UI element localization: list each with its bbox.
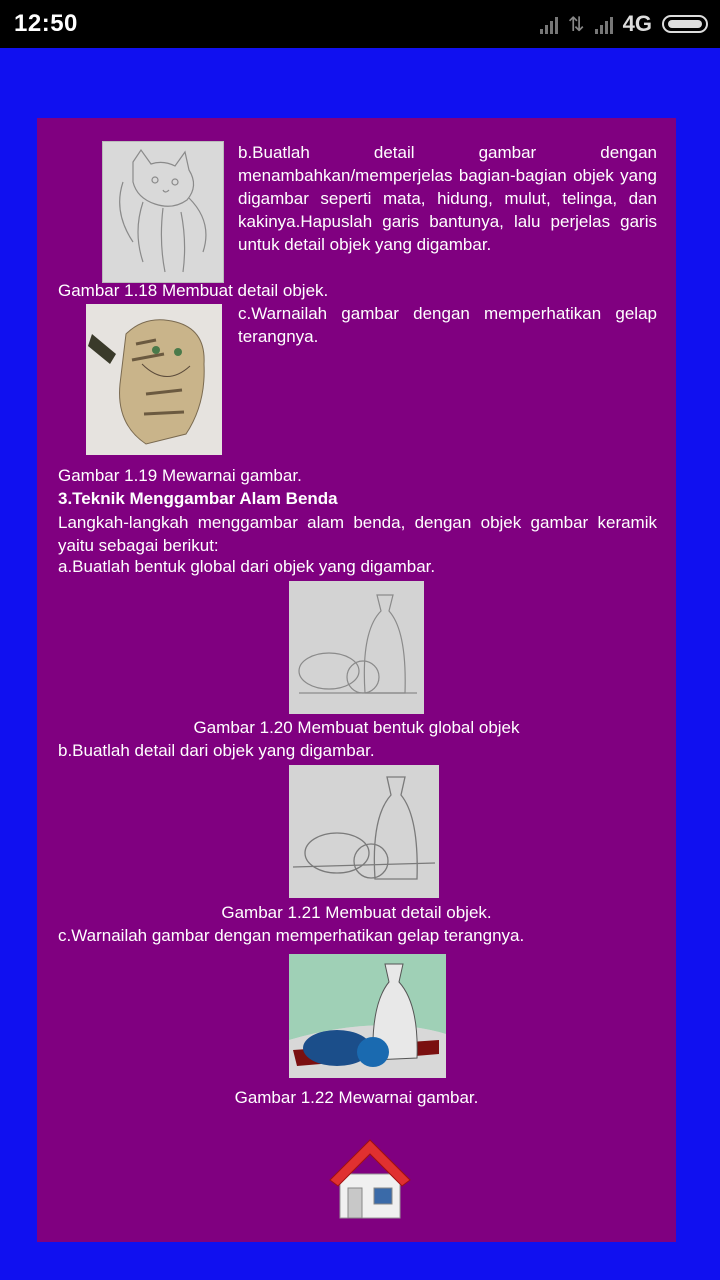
caption-1-21: Gambar 1.21 Membuat detail objek.	[221, 903, 492, 922]
ceramic-colored-image	[289, 954, 446, 1078]
network-type: 4G	[622, 11, 652, 36]
caption-1-19: Gambar 1.19 Mewarnai gambar.	[58, 466, 302, 485]
ceramic-detail-sketch	[289, 765, 439, 898]
caption-1-18: Gambar 1.18 Membuat detail objek.	[58, 281, 329, 300]
cat-colored-image	[86, 304, 222, 455]
caption-1-22: Gambar 1.22 Mewarnai gambar.	[234, 1088, 479, 1107]
battery-icon	[662, 15, 708, 33]
signal-icon-2	[595, 14, 613, 34]
paragraph-c1: c.Warnailah gambar dengan memperhatikan gelap terangnya.	[238, 304, 657, 346]
status-bar	[0, 0, 720, 48]
ceramic-global-sketch	[289, 581, 424, 714]
status-icons	[540, 12, 708, 36]
intro-paragraph: Langkah-langkah menggambar alam benda, dengan objek gambar keramik yaitu sebagai berikut:	[58, 513, 657, 555]
data-transfer-icon: ⇅	[567, 13, 585, 36]
home-icon	[326, 1134, 414, 1222]
step-a: a.Buatlah bentuk global dari objek yang digambar.	[58, 557, 436, 576]
content-panel	[37, 118, 676, 1242]
cat-sketch-image	[102, 141, 224, 283]
status-time: 12:50	[14, 10, 78, 37]
signal-icon	[540, 14, 558, 34]
section-heading: 3.Teknik Menggambar Alam Benda	[58, 489, 338, 508]
caption-1-20: Gambar 1.20 Membuat bentuk global objek	[193, 718, 520, 737]
paragraph-b1: b.Buatlah detail gambar dengan menambahkan/memperjelas bagian-bagian objek yang digambar seperti mata, hidung, mulut, telinga, dan kakinya.Hapuslah garis bantunya, lalu perjelas garis untuk detail objek yang digambar.	[238, 143, 657, 254]
step-c: c.Warnailah gambar dengan memperhatikan gelap terangnya.	[58, 926, 525, 945]
step-b: b.Buatlah detail dari objek yang digambar.	[58, 741, 375, 760]
home-button[interactable]	[326, 1134, 414, 1222]
